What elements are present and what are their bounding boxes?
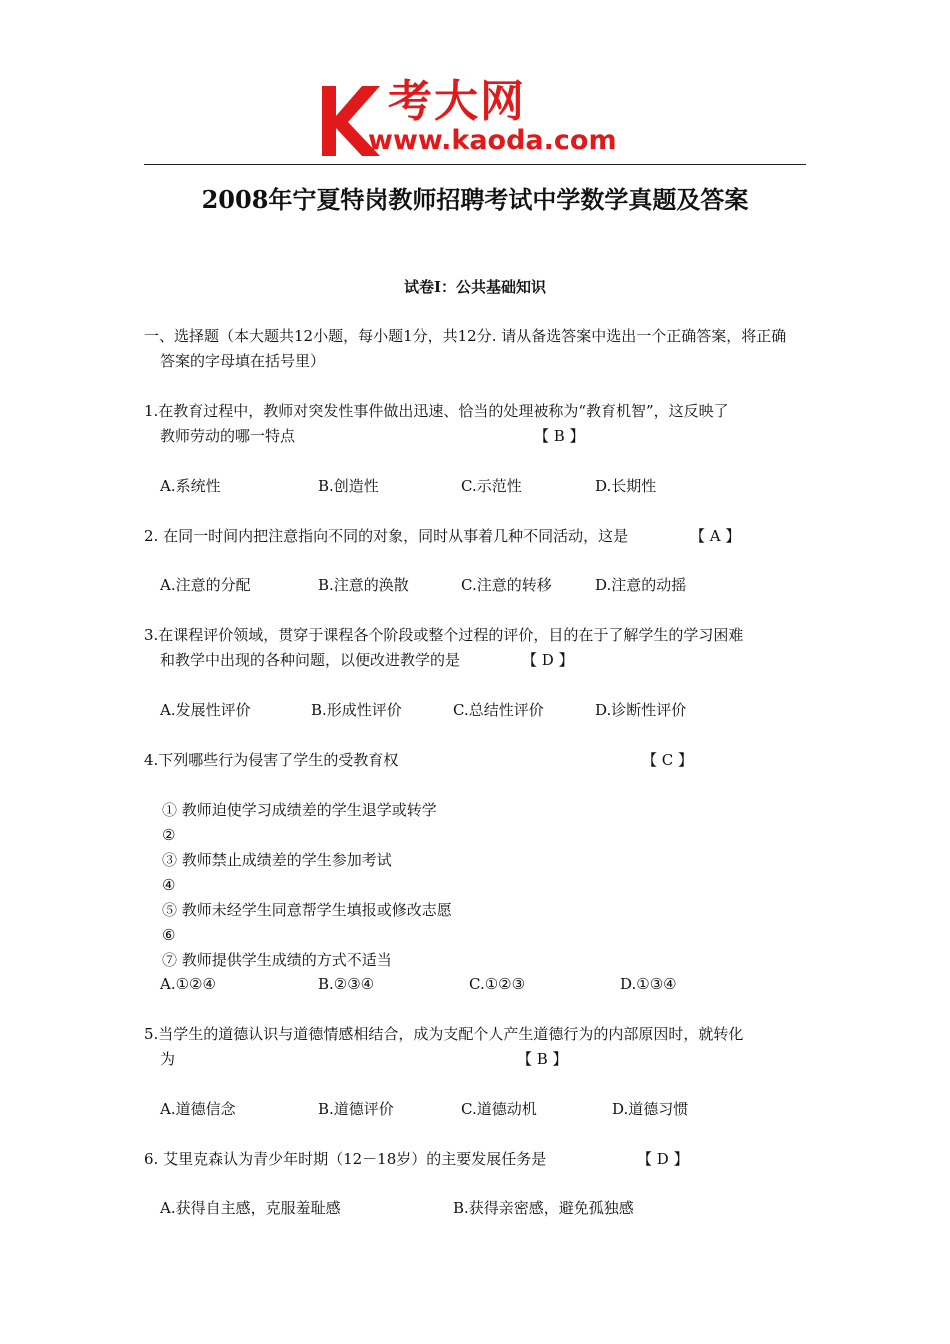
kaoda-logo [318,78,638,160]
question-4-option-a: A.①②④ [160,975,216,993]
question-1-line-1: 1.在教育过程中，教师对突发性事件做出迅速、恰当的处理被称为“教育机智”，这反映了 [144,402,729,420]
page-title: 2008年宁夏特岗教师招聘考试中学数学真题及答案 [201,185,749,214]
question-2-option-d: D.注意的动摇 [595,576,687,594]
question-5-option-d: D.道德习惯 [612,1100,689,1118]
question-3-line-2: 和教学中出现的各种问题，以便改进教学的是 [160,651,461,669]
question-6-line-1: 6. 艾里克森认为青少年时期（12－18岁）的主要发展任务是 [144,1150,547,1168]
question-5-line-2: 为 [160,1050,176,1068]
question-4-answer: 【 C 】 [642,751,694,769]
logo-brand-text: 考大网 [388,76,526,127]
question-5-line-1: 5.当学生的道德认识与道德情感相结合，成为支配个人产生道德行为的内部原因时，就转化 [144,1025,744,1043]
question-2-answer: 【 A 】 [690,527,741,545]
question-3-option-a: A.发展性评价 [160,701,251,719]
question-1-option-c: C.示范性 [461,477,522,495]
question-4-option-d: D.①③④ [620,975,677,993]
question-1-option-b: B.创造性 [318,477,379,495]
question-1-answer: 【 B 】 [534,427,585,445]
question-3-answer: 【 D 】 [522,651,574,669]
question-1-option-a: A.系统性 [160,477,221,495]
question-5-option-a: A.道德信念 [160,1100,236,1118]
question-4-item-1: ① 教师迫使学习成绩差的学生退学或转学 [162,801,437,819]
question-6-option-b: B.获得亲密感，避免孤独感 [453,1199,634,1217]
question-4-item-6: ⑥ [162,926,176,944]
section-intro-line-1: 一、选择题（本大题共12小题，每小题1分，共12分. 请从备选答案中选出一个正确答案，将正确 [144,327,787,345]
question-3-line-1: 3.在课程评价领域，贯穿于课程各个阶段或整个过程的评价，目的在于了解学生的学习困难 [144,626,744,644]
question-1-option-d: D.长期性 [595,477,657,495]
question-6-answer: 【 D 】 [637,1150,689,1168]
header-divider [144,164,806,165]
question-2-option-b: B.注意的涣散 [318,576,409,594]
question-4-line-1: 4.下列哪些行为侵害了学生的受教育权 [144,751,399,769]
question-5-answer: 【 B 】 [517,1050,568,1068]
question-3-option-d: D.诊断性评价 [595,701,687,719]
question-5-option-b: B.道德评价 [318,1100,394,1118]
question-6-option-a: A.获得自主感，克服羞耻感 [160,1199,341,1217]
question-4-option-c: C.①②③ [469,975,526,993]
question-4-item-4: ④ [162,876,176,894]
logo-url-text: www.kaoda.com [368,125,617,156]
section-intro-line-2: 答案的字母填在括号里） [160,352,326,370]
question-4-item-3: ③ 教师禁止成绩差的学生参加考试 [162,851,392,869]
question-5-option-c: C.道德动机 [461,1100,537,1118]
question-4-item-7: ⑦ 教师提供学生成绩的方式不适当 [162,951,392,969]
question-1-line-2: 教师劳动的哪一特点 [160,427,296,445]
question-2-option-a: A.注意的分配 [160,576,251,594]
question-2-option-c: C.注意的转移 [461,576,552,594]
question-3-option-b: B.形成性评价 [311,701,402,719]
question-2-line-1: 2. 在同一时间内把注意指向不同的对象，同时从事着几种不同活动，这是 [144,527,629,545]
question-4-item-5: ⑤ 教师未经学生同意帮学生填报或修改志愿 [162,901,452,919]
question-4-item-2: ② [162,826,176,844]
question-3-option-c: C.总结性评价 [453,701,544,719]
question-4-option-b: B.②③④ [318,975,375,993]
paper-subtitle: 试卷Ⅰ：公共基础知识 [403,278,547,296]
